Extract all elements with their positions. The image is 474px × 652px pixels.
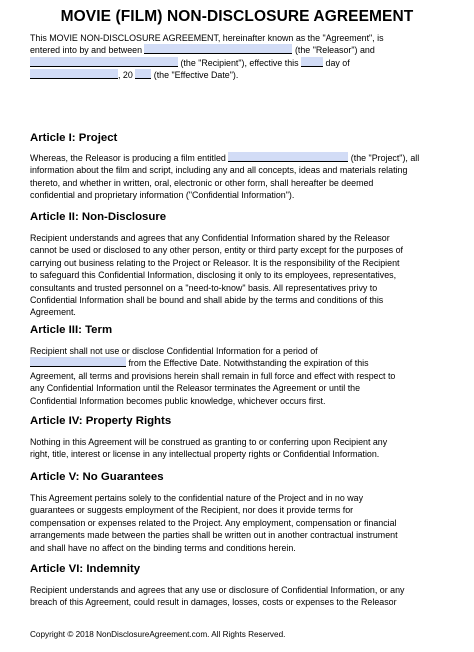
effective-year-field[interactable] xyxy=(135,69,151,79)
article-6-heading: Article VI: Indemnity xyxy=(30,563,141,575)
intro-line xyxy=(30,57,448,69)
intro-text: (the "Recipient"), effective this xyxy=(180,57,299,68)
effective-day-field[interactable] xyxy=(301,57,323,67)
article-line: thereto, and whether in written, oral, electronic or other form, shall hereafter be deemed xyxy=(30,177,374,188)
article-line: Confidential Information becomes public knowledge, whichever occurs first. xyxy=(30,395,326,406)
article-line: and shall have no affect on the binding terms and conditions herein. xyxy=(30,542,296,553)
intro-line xyxy=(30,44,448,56)
article-line: Nothing in this Agreement will be construed as granting to or conferring upon Recipient any xyxy=(30,437,388,447)
article-line: information about the film and script, including any and all concepts, ideas and materials relating xyxy=(30,165,408,176)
article-line: arrangements made between the parties shall be written out in another contractual instrument xyxy=(30,530,398,541)
article-line xyxy=(30,152,448,164)
article-line: consultants and trusted personnel on a "need-to-know" basis. All representatives privy to xyxy=(30,282,378,293)
article-text: Whereas, the Releasor is producing a film entitled xyxy=(30,153,226,163)
article-line xyxy=(30,357,448,369)
article-line: This Agreement pertains solely to the confidential nature of the Project and in no way xyxy=(30,493,364,503)
effective-month-field[interactable] xyxy=(30,69,118,79)
article-5-paragraph xyxy=(30,492,448,554)
article-line: compensation or expenses related to the Project. Any employment, compensation or financial xyxy=(30,517,397,528)
intro-text: (the "Effective Date"). xyxy=(153,70,239,81)
article-line: any Confidential Information until the Releasor terminates the Agreement or until the xyxy=(30,383,361,394)
intro-text: (the "Releasor") and xyxy=(294,45,375,56)
article-text: from the Effective Date. Notwithstanding the expiration of this xyxy=(128,358,369,369)
intro-paragraph xyxy=(30,32,448,82)
article-line: breach of this Agreement, could result in damages, losses, costs or expenses to the Releasor xyxy=(30,597,397,608)
article-line: Agreement. xyxy=(30,307,76,318)
article-1-heading: Article I: Project xyxy=(30,132,118,144)
article-line: carrying out business relating to the Project or Releasor. It is the responsibility of the Recipient xyxy=(30,257,400,268)
intro-line xyxy=(30,69,448,81)
article-5-heading: Article V: No Guarantees xyxy=(30,471,164,483)
article-line: confidential and proprietary information ("Confidential Information"). xyxy=(30,190,295,201)
article-line: Recipient understands and agrees that any Confidential Information shared by the Releasor xyxy=(30,233,390,243)
intro-line: This MOVIE NON-DISCLOSURE AGREEMENT, hereinafter known as the "Agreement", is xyxy=(30,33,384,43)
article-3-heading: Article III: Term xyxy=(30,324,113,336)
intro-text: entered into by and between xyxy=(30,45,143,56)
article-line: right, title, interest or license in any intellectual property rights or Confidential Information. xyxy=(30,449,380,460)
article-4-heading: Article IV: Property Rights xyxy=(30,415,172,427)
article-line: Confidential Information shall be bound and shall abide by the terms and conditions of this xyxy=(30,295,384,306)
article-2-heading: Article II: Non-Disclosure xyxy=(30,211,167,223)
releasor-name-field[interactable] xyxy=(144,44,292,54)
article-line: Recipient understands and agrees that any use or disclosure of Confidential Information, or any xyxy=(30,585,405,595)
article-2-paragraph xyxy=(30,232,448,319)
recipient-name-field[interactable] xyxy=(30,57,178,67)
document-title: MOVIE (FILM) NON-DISCLOSURE AGREEMENT xyxy=(60,8,414,25)
article-text: (the "Project"), all xyxy=(350,153,420,163)
article-line: guarantees or suggests employment of the Recipient, nor does it provide terms for xyxy=(30,505,354,516)
article-4-paragraph xyxy=(30,436,448,461)
intro-text: day of xyxy=(325,57,350,68)
intro-text: , 20 xyxy=(118,70,133,81)
article-1-paragraph xyxy=(30,152,448,202)
article-line: Agreement, all terms and provisions herein shall remain in full force and effect with respect to xyxy=(30,370,396,381)
article-line: Recipient shall not use or disclose Confidential Information for a period of xyxy=(30,346,318,356)
article-line: cannot be used or disclosed to any other person, entity or third party except for the purposes of xyxy=(30,245,403,256)
film-title-field[interactable] xyxy=(228,152,348,162)
copyright-footer: Copyright © 2018 NonDisclosureAgreement.com. All Rights Reserved. xyxy=(30,630,286,639)
article-3-paragraph xyxy=(30,345,448,407)
term-period-field[interactable] xyxy=(30,357,126,367)
article-line: to safeguard this Confidential Information, disclosing it only to its employees, representatives, xyxy=(30,270,397,281)
article-6-paragraph xyxy=(30,584,448,609)
